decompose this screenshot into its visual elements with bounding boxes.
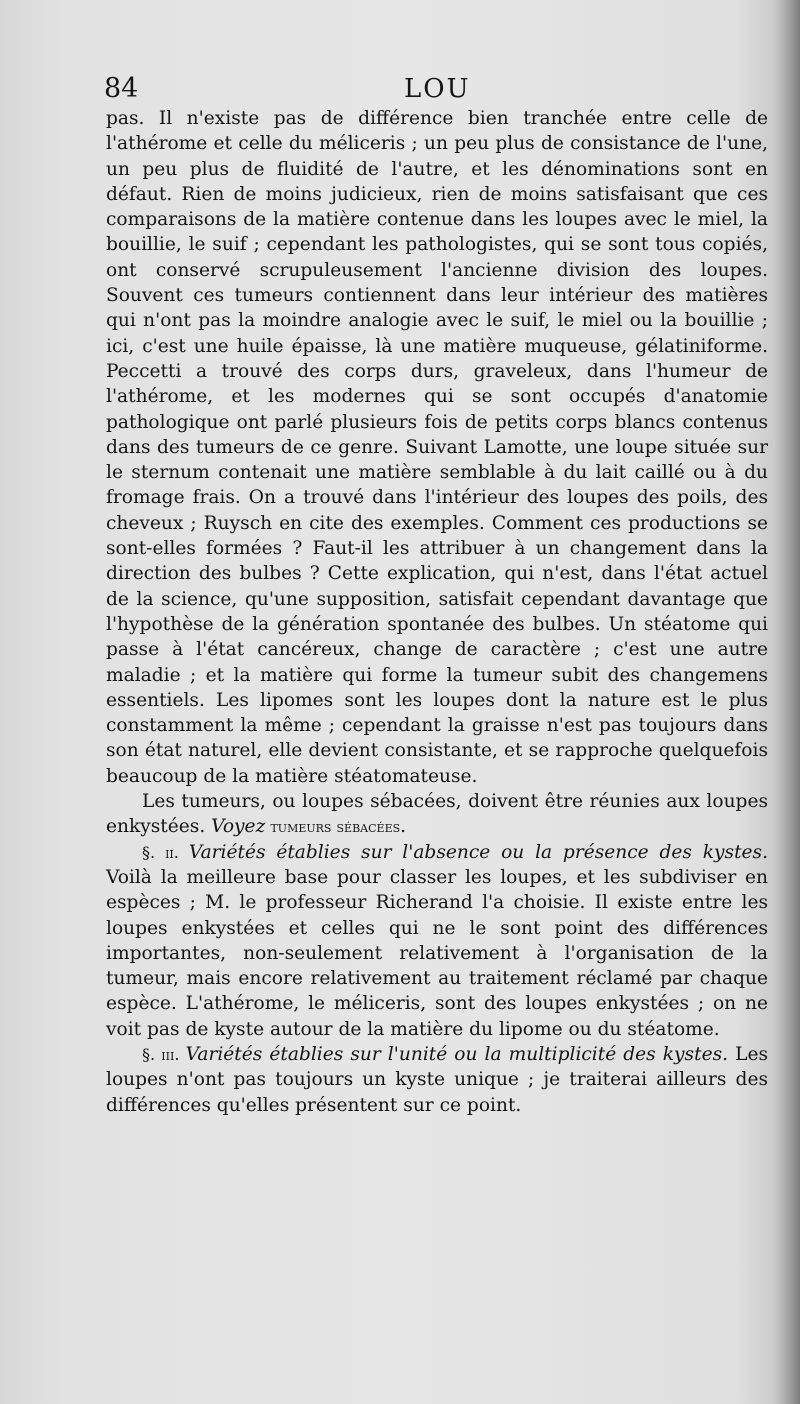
paragraph-4-section-title: Variétés établies sur l'unité ou la multiplicité des kystes. bbox=[185, 1043, 729, 1065]
paragraph-2-text-after: . bbox=[400, 816, 407, 838]
paragraph-4 bbox=[106, 1042, 768, 1118]
body-text bbox=[106, 106, 768, 1118]
paragraph-1 bbox=[106, 106, 768, 789]
paragraph-2-cross-reference: tumeurs sébacées bbox=[265, 817, 401, 837]
page-gutter-shadow bbox=[774, 0, 800, 1404]
paragraph-2-voyez: Voyez bbox=[211, 816, 266, 838]
paragraph-1-text: pas. Il n'existe pas de différence bien tranchée entre celle de l'athérome et celle du méliceris ; un peu plus de consistance de l'une, un peu plus de fluidité de l'autre, et les dénominations sont en défaut. Rien de moins judicieux, rien de moins satisfaisant que ces comparaisons de la matière contenue dans les loupes avec le miel, la bouillie, le suif ; cependant les pathologistes, qui se sont tous copiés, ont conservé scrupuleusement l'ancienne division des loupes. Souvent ces tumeurs contiennent dans leur intérieur des matières qui n'ont pas la moindre analogie avec le suif, le miel ou la bouillie ; ici, c'est une huile épaisse, là une matière muqueuse, gélatiniforme. Peccetti a trouvé des corps durs, graveleux, dans l'humeur de l'athérome, et les modernes qui se sont occupés d'anatomie pathologique ont parlé plusieurs fois de petits corps blancs contenus dans des tumeurs de ce genre. Suivant Lamotte, une loupe située sur le sternum contenait une matière semblable à du lait caillé ou à du fromage frais. On a trouvé dans l'intérieur des loupes des poils, des cheveux ; Ruysch en cite des exemples. Comment ces productions se sont-elles formées ? Faut-il les attribuer à un changement dans la direction des bulbes ? Cette explication, qui n'est, dans l'état actuel de la science, qu'une supposition, satisfait cependant davantage que l'hypothèse de la génération spontanée des bulbes. Un stéatome qui passe à l'état cancéreux, change de caractère ; c'est une autre maladie ; et la matière qui forme la tumeur subit des changemens essentiels. Les lipomes sont les loupes dont la nature est le plus constamment la même ; cependant la graisse n'est pas toujours dans son état naturel, elle devient consistante, et se rapproche quelquefois beaucoup de la matière stéatomateuse. bbox=[106, 108, 768, 787]
paragraph-3-section-title: Variétés établies sur l'absence ou la présence des kystes. bbox=[188, 841, 768, 863]
paragraph-4-text: Les loupes n'ont pas toujours un kyste unique ; je traiterai ailleurs des différences qu'elles présentent sur ce point. bbox=[106, 1043, 768, 1116]
page-header bbox=[104, 72, 768, 108]
paragraph-3 bbox=[106, 840, 768, 1042]
paragraph-2-text-before: Les tumeurs, ou loupes sébacées, doivent être réunies aux loupes enkystées. bbox=[106, 791, 768, 838]
paragraph-4-section-number: §. iii. bbox=[142, 1044, 186, 1064]
paragraph-3-section-number: §. ii. bbox=[142, 842, 189, 862]
paragraph-3-text: Voilà la meilleure base pour classer les loupes, et les subdiviser en espèces ; M. le professeur Richerand l'a choisie. Il existe entre les loupes enkystées et celles qui ne le sont point des différences importantes, non-seulement relativement à l'organisation de la tumeur, mais encore relativement au traitement réclamé par chaque espèce. L'athérome, le méliceris, sont des loupes enkystées ; on ne voit pas de kyste autour de la matière du lipome ou du stéatome. bbox=[106, 866, 768, 1040]
running-head: LOU bbox=[404, 74, 471, 104]
page-number: 84 bbox=[104, 73, 139, 104]
paragraph-2 bbox=[106, 789, 768, 840]
